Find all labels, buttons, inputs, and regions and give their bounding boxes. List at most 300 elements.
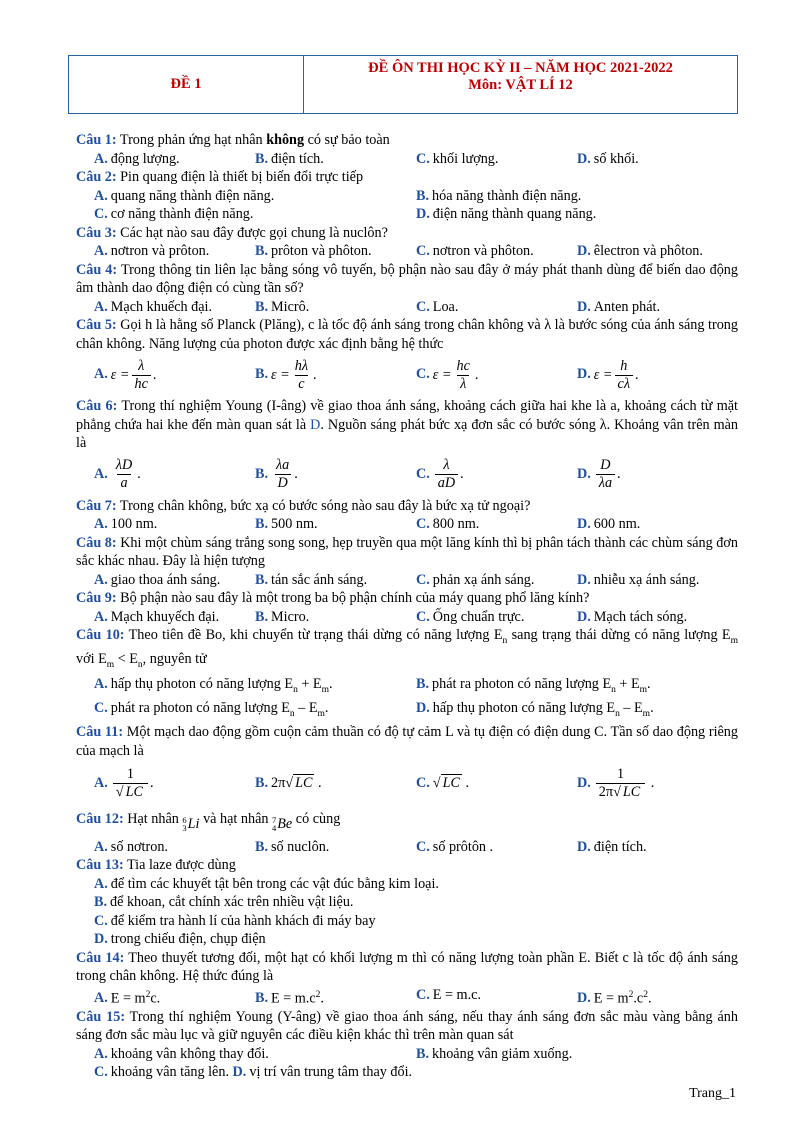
option-text: prôton và phôton. [271, 243, 372, 259]
denominator [113, 783, 148, 801]
option-text: êlectron và phôton. [593, 243, 703, 259]
option-c [94, 205, 416, 224]
option-letter: A. [94, 1045, 108, 1062]
option-text: nơtron và prôton. [110, 243, 210, 259]
formula-lhs: ε = [271, 366, 290, 383]
subscript: m [321, 684, 329, 695]
option-text: tán sắc ánh sáng. [271, 571, 368, 588]
option-b [255, 150, 416, 169]
options-6 [76, 453, 738, 497]
option-text: điện tích. [271, 150, 324, 167]
fraction [273, 457, 292, 492]
numerator: λD [115, 457, 133, 473]
question-text: Trong thí nghiệm Young (Y-âng) về giao thoa ánh sáng, nếu thay ánh sáng đơn sắc màu vàng bằng ánh sáng đơn sắc màu lục và giữ nguyên các điều kiện khác thì trên màn quan sát [76, 1008, 738, 1044]
option-letter: C. [416, 571, 430, 588]
option-letter: D. [577, 838, 591, 855]
mass-number: 6 [182, 815, 187, 826]
option-text: + E [297, 675, 322, 692]
option-text: phát ra photon có năng lượng E [110, 699, 290, 716]
numerator: D [600, 457, 611, 473]
question-text: < E [114, 651, 138, 668]
option-letter: A. [94, 608, 108, 625]
option-letter: D. [577, 366, 591, 383]
radicand: LC [125, 783, 143, 800]
question-text: có sự bảo toàn [304, 132, 390, 148]
question-11 [76, 723, 738, 760]
option-text: 800 nm. [432, 516, 480, 532]
option-letter: C. [416, 465, 430, 482]
fraction [113, 457, 135, 492]
options-15-row1 [76, 1045, 738, 1064]
question-number: Câu 2: [76, 169, 117, 185]
option-a [94, 515, 255, 534]
subscript: n [502, 635, 508, 646]
option-text: vị trí vân trung tâm thay đổi. [249, 1064, 413, 1081]
question-text: có cùng [292, 811, 341, 828]
coefficient: 2π [271, 775, 286, 792]
question-text: Theo thuyết tương đối, một hạt có khối lượng m thì có năng lượng toàn phần E. Biết c là tốc độ ánh sáng trong chân không. Hệ thức đúng là [76, 949, 738, 985]
radicand: LC [295, 775, 313, 792]
question-text: Trong thông tin liên lạc bằng sóng vô tuyến, bộ phận nào sau đây ở máy phát thanh dùng để biến dao động âm thành dao động điện có cùng tần số? [76, 261, 738, 296]
question-12 [76, 810, 738, 833]
option-b [255, 242, 416, 261]
option-letter: D. [577, 243, 591, 259]
option-text: – E [294, 699, 318, 716]
option-text: số khối. [593, 150, 639, 167]
option-letter: A. [94, 150, 108, 167]
options-4 [76, 298, 738, 317]
option-c [416, 298, 577, 317]
subscript: m [317, 708, 325, 719]
options-2-row1 [76, 187, 738, 206]
option-text: . [647, 990, 652, 1007]
question-text: Trong phản ứng hạt nhân [116, 132, 267, 148]
options-5 [76, 353, 738, 397]
option-d [577, 608, 738, 627]
option-c [76, 912, 738, 931]
question-text: Khi một chùm sáng trắng song song, hẹp truyền qua một lăng kính thì bị phân tách thành các chùm sáng đơn sắc khác nhau. Đây là hiện tượng [76, 534, 738, 569]
option-letter: C. [416, 298, 430, 315]
option-b [255, 515, 416, 534]
question-3 [76, 224, 738, 243]
denominator: a [117, 474, 130, 492]
radicand: LC [622, 783, 641, 800]
option-letter: A. [94, 838, 108, 855]
question-number: Câu 7: [76, 497, 117, 514]
option-b: B. ε = $\frac{h\lambda}{c}$ . [255, 357, 317, 392]
question-text: Trong thí nghiệm Young (I-âng) về giao thoa ánh sáng, khoảng cách giữa hai khe là a, khoảng cách từ mặt phẳng chứa hai khe đến màn quan sát là [76, 398, 738, 433]
option-b [255, 986, 416, 1008]
question-text: . Nguồn sáng phát bức xạ đơn sắc có bước sóng λ. Khoảng vân trên màn là [76, 416, 738, 451]
option-c [416, 242, 577, 261]
nuclide-li [182, 815, 199, 834]
exam-header [68, 55, 738, 114]
question-text: sang trạng thái dừng có năng lượng E [507, 627, 731, 643]
denominator: D [275, 474, 291, 492]
question-text: , nguyên tử [142, 651, 207, 668]
option-b [416, 187, 738, 206]
superscript: 2 [315, 989, 321, 1000]
option-letter: C. [94, 206, 108, 222]
option-letter: A. [94, 465, 108, 482]
formula-lhs: ε = [110, 366, 130, 383]
option-text: Ống chuẩn trực. [432, 608, 525, 625]
question-number: Câu 14: [76, 949, 125, 966]
option-text: phát ra photon có năng lượng E [432, 675, 612, 692]
question-14 [76, 949, 738, 986]
option-text: c. [150, 990, 161, 1007]
option-a [94, 571, 255, 590]
question-number: Câu 8: [76, 534, 117, 551]
option-text: điện năng thành quang năng. [432, 206, 597, 222]
option-text: E = m.c. [432, 986, 481, 1003]
option-a: A. $\frac{\lambda D}{a}$ . [94, 457, 141, 491]
question-variable: D [310, 416, 321, 433]
formula-lhs: ε = [593, 366, 613, 383]
option-text: khối lượng. [432, 150, 499, 167]
option-c [416, 571, 577, 590]
option-a [94, 1045, 416, 1064]
option-d [577, 298, 738, 317]
option-text: trong chiếu điện, chụp điện [110, 931, 266, 948]
option-a [76, 875, 738, 894]
option-letter: C. [416, 243, 430, 259]
option-text: 100 nm. [110, 516, 158, 532]
option-letter: C. [94, 1064, 108, 1081]
fraction [454, 358, 473, 393]
option-letter: D. [577, 774, 591, 791]
question-5 [76, 316, 738, 353]
subscript: n [615, 708, 620, 719]
option-text: E = m [593, 990, 629, 1007]
options-15-row2 [76, 1063, 738, 1082]
question-13 [76, 856, 738, 875]
sqrt-sign: √ [115, 783, 124, 800]
option-text: 600 nm. [593, 516, 641, 532]
option-letter: D. [232, 1064, 247, 1081]
superscript: 2 [145, 989, 151, 1000]
exam-title-block [304, 56, 737, 113]
option-d [577, 571, 738, 590]
denominator: hc [132, 375, 151, 393]
question-text: Theo tiên đề Bo, khi chuyển từ trạng thái dừng có năng lượng E [124, 627, 503, 643]
option-a [94, 608, 255, 627]
option-text: hấp thụ photon có năng lượng E [110, 675, 294, 692]
question-number: Câu 12: [76, 811, 124, 828]
option-a [94, 242, 255, 261]
element-symbol: Be [277, 816, 293, 833]
options-7 [76, 515, 738, 534]
question-1 [76, 131, 738, 150]
question-text: Pin quang điện là thiết bị biến đổi trực tiếp [116, 169, 364, 185]
question-2 [76, 168, 738, 187]
option-a: A. $\frac{1}{√ LC}$ . [94, 765, 154, 800]
option-text: + E [615, 675, 640, 692]
question-number: Câu 4: [76, 261, 118, 278]
option-c: C. ε = $\frac{hc}{\lambda}$ . [416, 357, 479, 392]
options-1 [76, 150, 738, 169]
fraction [435, 457, 458, 492]
option-b [76, 893, 738, 912]
question-text: Các hạt nào sau đây được gọi chung là nuclôn? [116, 224, 388, 241]
numerator: 1 [126, 765, 134, 782]
option-d [416, 205, 738, 224]
option-letter: D. [416, 699, 430, 716]
question-number: Câu 10: [76, 627, 125, 643]
question-8 [76, 534, 738, 571]
question-number: Câu 3: [76, 224, 117, 241]
option-letter: D. [577, 608, 591, 625]
option-letter: B. [255, 775, 269, 792]
option-letter: B. [416, 1045, 430, 1062]
numerator: 1 [616, 765, 625, 782]
option-letter: B. [255, 516, 269, 532]
fraction [596, 766, 645, 801]
option-text: để kiểm tra hành lí của hành khách đi máy bay [110, 912, 376, 929]
option-text: số prôtôn . [432, 838, 494, 855]
question-number: Câu 9: [76, 590, 117, 606]
subscript: m [730, 635, 738, 646]
question-10 [76, 626, 738, 675]
exam-code: ĐỀ 1 [69, 56, 304, 113]
options-10-row1 [76, 675, 738, 699]
option-text: . [328, 675, 333, 692]
subscript: m [642, 708, 651, 719]
exam-subject: Môn: VẬT LÍ 12 [468, 77, 573, 93]
option-a [94, 838, 255, 857]
option-text: . [320, 990, 324, 1007]
option-d [577, 242, 738, 261]
option-text: E = m.c [271, 990, 316, 1007]
question-number: Câu 1: [76, 132, 117, 148]
option-c [94, 699, 416, 723]
option-letter: B. [255, 465, 269, 482]
question-number: Câu 5: [76, 317, 117, 333]
subscript: n [611, 684, 616, 695]
mass-number: 7 [272, 815, 277, 826]
question-text: Một mạch dao động gồm cuộn cảm thuần có độ tự cảm L và tụ điện có điện dung C. Tần số dao động riêng của mạch là [76, 724, 738, 759]
option-letter: B. [416, 675, 430, 692]
option-letter: A. [94, 774, 108, 791]
option-letter: C. [416, 516, 430, 532]
option-d [416, 699, 738, 723]
option-letter: D. [577, 990, 591, 1007]
formula-lhs: ε = [432, 366, 452, 383]
option-b [416, 1045, 738, 1064]
option-a [94, 298, 255, 317]
options-11 [76, 760, 738, 806]
option-letter: C. [416, 775, 430, 792]
option-text: để khoan, cắt chính xác trên nhiều vật liệu. [110, 894, 354, 911]
option-letter: B. [255, 990, 269, 1007]
option-b [255, 571, 416, 590]
option-a [94, 187, 416, 206]
denominator: aD [435, 474, 458, 492]
option-text: – E [619, 699, 643, 716]
option-letter: C. [94, 699, 108, 716]
option-b [416, 675, 738, 699]
fraction [292, 358, 311, 393]
option-letter: C. [94, 912, 108, 929]
options-12 [76, 838, 738, 857]
option-letter: B. [94, 894, 108, 911]
option-d: D. $\frac{D}{\lambda a}$ . [577, 457, 621, 491]
option-letter: A. [94, 990, 108, 1007]
option-a [94, 150, 255, 169]
denominator: c [295, 375, 307, 393]
question-4 [76, 261, 738, 298]
option-a [94, 675, 416, 699]
numerator: hc [456, 357, 470, 374]
option-text: cơ năng thành điện năng. [110, 206, 254, 222]
denominator: cλ [615, 375, 633, 393]
option-text: . [324, 699, 329, 716]
question-9 [76, 589, 738, 608]
option-text: để tìm các khuyết tật bên trong các vật đúc bằng kim loại. [110, 875, 439, 892]
fraction [132, 358, 151, 393]
option-letter: C. [416, 366, 430, 383]
atomic-number: 4 [272, 823, 277, 834]
option-letter: C. [416, 150, 430, 167]
question-number: Câu 6: [76, 398, 118, 414]
coefficient: 2π [598, 783, 614, 800]
exam-title: ĐỀ ÔN THI HỌC KỲ II – NĂM HỌC 2021-2022 [368, 60, 673, 76]
option-b: B. $\frac{\lambda a}{D}$ . [255, 457, 298, 491]
denominator: λa [596, 474, 615, 492]
sqrt-sign: √ [285, 775, 294, 792]
option-text: động lượng. [110, 150, 180, 167]
option-letter: C. [416, 608, 430, 625]
option-letter: B. [255, 298, 269, 315]
radicand: LC [442, 775, 460, 792]
question-7 [76, 497, 738, 516]
options-10-row2 [76, 699, 738, 723]
sqrt-sign: √ [613, 783, 621, 800]
option-letter: A. [94, 243, 108, 259]
option-letter: B. [255, 150, 269, 167]
option-letter: C. [416, 986, 430, 1003]
option-a: A. ε = $\frac{\lambda}{hc}$ . [94, 357, 157, 392]
option-b [255, 298, 416, 317]
element-symbol: Li [187, 816, 200, 833]
option-d: D. $\frac{1}{2\pi√ LC}$ . [577, 765, 655, 800]
numerator: λ [138, 357, 145, 374]
option-text: hóa năng thành điện năng. [432, 187, 582, 204]
option-text: Mạch khuếch đại. [110, 298, 213, 315]
option-text: nhiễu xạ ánh sáng. [593, 571, 700, 588]
option-text: Micro. [271, 608, 310, 625]
option-text: Loa. [432, 298, 459, 315]
options-8 [76, 571, 738, 590]
numerator: λa [276, 457, 290, 473]
option-text: khoảng vân giảm xuống. [432, 1045, 573, 1062]
option-text: khoảng vân không thay đổi. [110, 1045, 269, 1062]
option-text: .c [633, 990, 644, 1007]
question-text: Hạt nhân [123, 811, 183, 828]
option-letter: B. [255, 366, 269, 383]
option-text: giao thoa ánh sáng. [110, 571, 221, 588]
fraction [113, 766, 148, 801]
option-letter: D. [577, 465, 591, 482]
option-letter: A. [94, 298, 108, 315]
option-d [577, 150, 738, 169]
option-letter: B. [255, 608, 269, 625]
question-number: Câu 15: [76, 1008, 126, 1025]
option-c [416, 515, 577, 534]
option-d [577, 986, 738, 1008]
option-text: Mạch tách sóng. [593, 608, 688, 625]
question-list [76, 131, 738, 1082]
option-text: phản xạ ánh sáng. [432, 571, 535, 588]
question-text: Tia laze được dùng [123, 857, 236, 874]
option-c: C. √ LC . [416, 775, 470, 792]
subscript: n [293, 684, 298, 695]
option-text: số nơtron. [110, 838, 168, 855]
nuclide-be [272, 815, 292, 834]
option-d [577, 838, 738, 857]
subscript: m [639, 684, 648, 695]
option-text: nơtron và phôton. [432, 243, 534, 259]
option-letter: B. [255, 571, 269, 588]
option-b: B. 2π√ LC . [255, 775, 322, 792]
option-letter: A. [94, 187, 108, 204]
option-text: Micrô. [271, 298, 310, 315]
option-text: số nuclôn. [271, 838, 330, 855]
options-14 [76, 986, 738, 1008]
option-c [416, 986, 577, 1008]
question-text: với E [76, 651, 107, 668]
fraction [596, 457, 615, 492]
option-letter: A. [94, 516, 108, 532]
option-letter: D. [577, 150, 591, 167]
options-2-row2 [76, 205, 738, 224]
subscript: n [137, 660, 143, 671]
option-text: 500 nm. [271, 516, 318, 532]
option-text: khoảng vân tăng lên. [110, 1064, 229, 1081]
option-text: . [647, 675, 651, 692]
numerator: λ [443, 457, 450, 473]
option-text: E = m [110, 990, 146, 1007]
subscript: m [106, 660, 115, 671]
question-number: Câu 13: [76, 857, 124, 874]
option-letter: D. [416, 206, 430, 222]
question-text: Gọi h là hằng số Planck (Plăng), c là tốc độ ánh sáng trong chân không và λ là bước sóng của ánh sáng trong chân không. Năng lượng của photon được xác định bằng hệ thức [76, 317, 738, 352]
option-c [416, 150, 577, 169]
option-d [76, 930, 738, 949]
option-letter: B. [416, 187, 430, 204]
option-letter: B. [255, 243, 269, 259]
question-6 [76, 397, 738, 453]
fraction [615, 358, 633, 393]
atomic-number: 3 [182, 823, 187, 834]
option-text: hấp thụ photon có năng lượng E [432, 699, 616, 716]
question-15 [76, 1008, 738, 1045]
option-letter: D. [94, 931, 108, 948]
option-text: quang năng thành điện năng. [110, 187, 275, 204]
option-text: Mạch khuyếch đại. [110, 608, 220, 625]
option-letter: D. [577, 298, 591, 315]
option-letter: D. [577, 571, 591, 588]
option-letter: C. [416, 838, 430, 855]
superscript: 2 [643, 989, 648, 1000]
option-text: điện tích. [593, 838, 647, 855]
denominator: λ [457, 375, 469, 393]
option-c: C. $\frac{\lambda}{aD}$ . [416, 457, 464, 491]
option-letter: A. [94, 571, 108, 588]
option-text: . [650, 699, 654, 716]
question-number: Câu 11: [76, 724, 124, 741]
sqrt-sign: √ [432, 775, 441, 792]
